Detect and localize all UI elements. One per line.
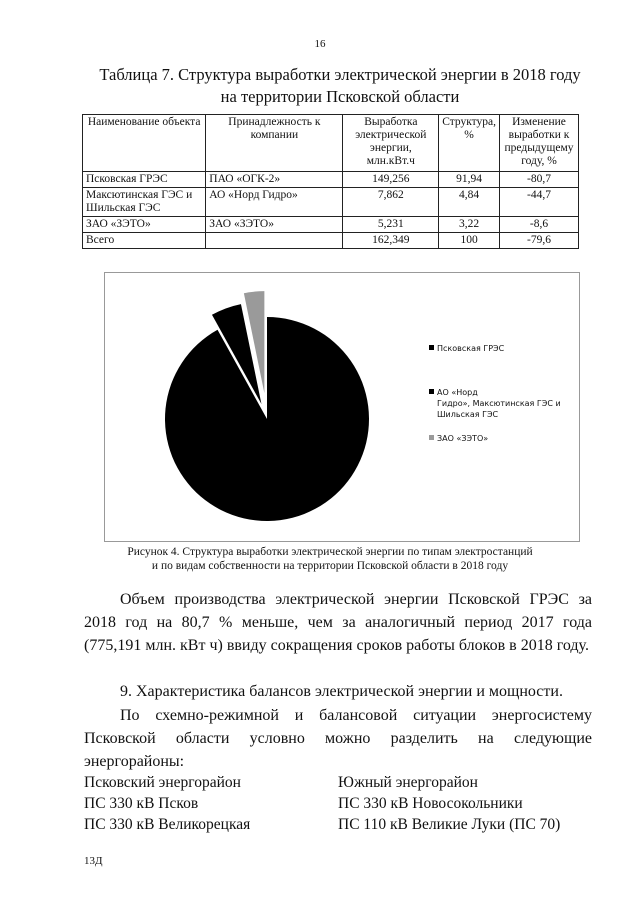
legend-label: Псковская ГРЭС xyxy=(437,344,505,353)
header-object: Наименование объекта xyxy=(83,115,206,172)
cell-change: -79,6 xyxy=(500,233,579,249)
caption-line1: Рисунок 4. Структура выработки электрической энергии по типам электростанций xyxy=(127,546,533,558)
table-title xyxy=(60,64,620,108)
cell-change: -44,7 xyxy=(500,188,579,217)
pie-slice-pskov-gres xyxy=(165,317,369,521)
figure-caption xyxy=(80,545,580,573)
section-heading: 9. Характеристика балансов электрической энергии и мощности. xyxy=(120,683,563,700)
cell-company: ПАО «ОГК-2» xyxy=(206,172,343,188)
paragraph-grès-output: Объем производства электрической энергии Псковской ГРЭС за 2018 год на 80,7 % меньше, чем за аналогичный период 2017 года (775,191 млн. кВт ч) ввиду сокращения сроков работы блоков в 2018 году. xyxy=(84,591,592,654)
cell-object: Всего xyxy=(83,233,206,249)
footer-code: 13Д xyxy=(84,855,103,867)
paragraph-regions-intro: По схемно-режимной и балансовой ситуации энергосистему Псковской области условно можно разделить на следующие энергорайоны: xyxy=(84,707,592,770)
region-item: Южный энергорайон xyxy=(338,774,478,791)
page-number: 16 xyxy=(314,38,326,50)
table-title-line2: на территории Псковской области xyxy=(220,87,460,106)
cell-generation: 162,349 xyxy=(343,233,439,249)
regions-left xyxy=(84,772,334,835)
cell-structure: 4,84 xyxy=(439,188,500,217)
cell-generation: 5,231 xyxy=(343,217,439,233)
region-item: ПС 110 кВ Великие Луки (ПС 70) xyxy=(338,816,561,833)
cell-generation: 149,256 xyxy=(343,172,439,188)
legend-item-nord-gidro xyxy=(429,387,577,420)
header-structure: Структура, % xyxy=(439,115,500,172)
legend-item-zeto xyxy=(429,433,577,444)
cell-company: АО «Норд Гидро» xyxy=(206,188,343,217)
header-company: Принадлежность к компании xyxy=(206,115,343,172)
table-title-line1: Таблица 7. Структура выработки электрической энергии в 2018 году xyxy=(99,65,581,84)
legend-label-cont: Шильская ГЭС xyxy=(437,410,499,419)
table-row xyxy=(83,172,579,188)
cell-company xyxy=(206,233,343,249)
table-row-total xyxy=(83,233,579,249)
table-row xyxy=(83,217,579,233)
table-row xyxy=(83,188,579,217)
caption-line2: и по видам собственности на территории Псковской области в 2018 году xyxy=(151,560,509,572)
cell-structure: 100 xyxy=(439,233,500,249)
cell-structure: 3,22 xyxy=(439,217,500,233)
regions-right xyxy=(338,772,608,835)
generation-table xyxy=(82,114,579,249)
cell-object: Псковская ГРЭС xyxy=(83,172,206,188)
legend-swatch-gray xyxy=(429,435,434,440)
legend-label: АО «Норд xyxy=(437,388,478,397)
cell-change: -80,7 xyxy=(500,172,579,188)
cell-structure: 91,94 xyxy=(439,172,500,188)
cell-generation: 7,862 xyxy=(343,188,439,217)
legend-swatch-black xyxy=(429,345,434,350)
region-item: ПС 330 кВ Великорецкая xyxy=(84,816,251,833)
pie-chart-frame xyxy=(104,272,580,542)
legend-label: ЗАО «ЗЭТО» xyxy=(437,434,489,443)
cell-change: -8,6 xyxy=(500,217,579,233)
region-item: Псковский энергорайон xyxy=(84,774,241,791)
cell-company: ЗАО «ЗЭТО» xyxy=(206,217,343,233)
header-change: Изменение выработки к предыдущему году, % xyxy=(500,115,579,172)
legend-label-cont: Гидро», Максютинская ГЭС и xyxy=(437,399,561,408)
header-generation: Выработка электрической энергии, млн.кВт.ч xyxy=(343,115,439,172)
cell-object: Максютинская ГЭС и Шильская ГЭС xyxy=(83,188,206,217)
region-item: ПС 330 кВ Псков xyxy=(84,795,199,812)
region-item: ПС 330 кВ Новосокольники xyxy=(338,795,523,812)
legend-swatch-black xyxy=(429,389,434,394)
table-header-row xyxy=(83,115,579,172)
cell-object: ЗАО «ЗЭТО» xyxy=(83,217,206,233)
legend-item-pskov xyxy=(429,343,577,354)
